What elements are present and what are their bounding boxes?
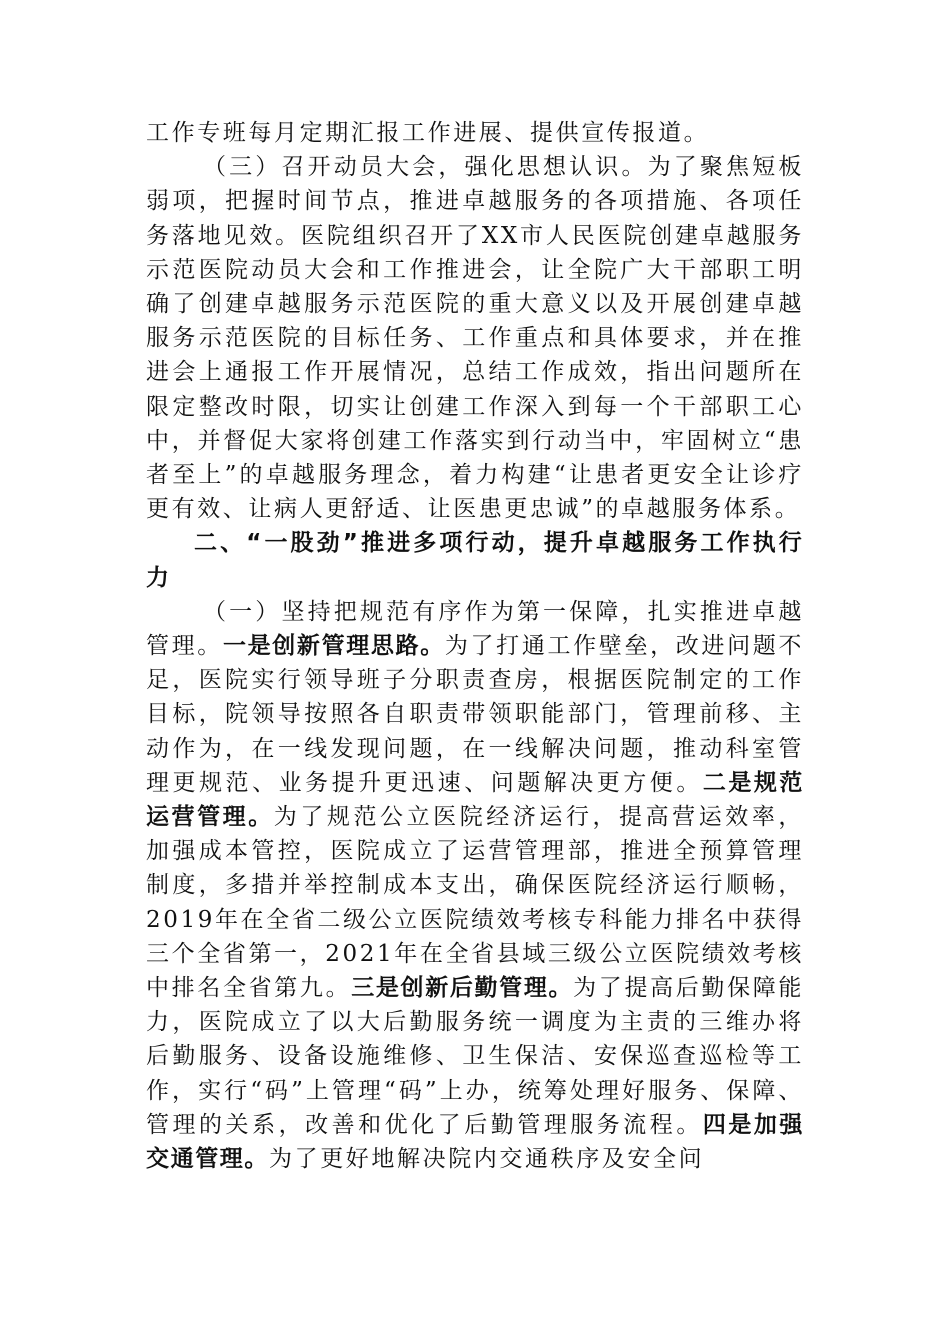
point-three-title: 三是创新后勤管理。 bbox=[351, 975, 574, 1002]
point-three-text: 为了提高后勤保障能力，医院成立了以大后勤服务统一调度为主责的三维办将后勤服务、设备设施维修、卫生保洁、安保巡查巡检等工作，实行“码”上管理“码”上办，统筹处理好服务、保障、管理的关系，改善和优化了后勤管理服务流程。 bbox=[146, 975, 804, 1138]
document-body bbox=[146, 116, 804, 1176]
point-one-text: 为了打通工作壁垒，改进问题不足，医院实行领导班子分职责查房，根据医院制定的工作目标，院领导按照各自职责带领职能部门，管理前移、主动作为，在一线发现问题，在一线解决问题，推动科室管理更规范、业务提升更迅速、问题解决更方便。 bbox=[146, 633, 804, 796]
point-one-title: 一是创新管理思路。 bbox=[222, 633, 445, 660]
paragraph-continuation: 工作专班每月定期汇报工作进展、提供宣传报道。 bbox=[146, 120, 710, 146]
paragraph-management bbox=[146, 595, 804, 1176]
point-four-text: 为了更好地解决院内交通秩序及安全问 bbox=[269, 1146, 705, 1173]
paragraph-mobilization-meeting: （三）召开动员大会，强化思想认识。为了聚焦短板弱项，把握时间节点，推进卓越服务的各项措施、各项任务落地见效。医院组织召开了XX市人民医院创建卓越服务示范医院动员大会和工作推进会，让全院广大干部职工明确了创建卓越服务示范医院的重大意义以及开展创建卓越服务示范医院的目标任务、工作重点和具体要求，并在推进会上通报工作开展情况，总结工作成效，指出问题所在限定整改时限，切实让创建工作深入到每一个干部职工心中，并督促大家将创建工作落实到行动当中，牢固树立“患者至上”的卓越服务理念，着力构建“让患者更安全让诊疗更有效、让病人更舒适、让医患更忠诚”的卓越服务体系。 bbox=[146, 154, 804, 523]
section-heading-two: 二、“一股劲”推进多项行动，提升卓越服务工作执行力 bbox=[146, 530, 804, 591]
subsection-lead: （一）坚持把规范有序作为第一保障，扎实推进卓越管理。 bbox=[146, 598, 804, 660]
point-two-text: 为了规范公立医院经济运行，提高营运效率，加强成本管控，医院成立了运营管理部，推进全预算管理制度，多措并举控制成本支出，确保医院经济运行顺畅，2019年在全省二级公立医院绩效考核专科能力排名中获得三个全省第一，2021年在全省县域三级公立医院绩效考核中排名全省第九。 bbox=[146, 804, 805, 1002]
point-two-title: 二是规范运营管理。 bbox=[146, 769, 804, 831]
point-four-title: 四是加强交通管理。 bbox=[146, 1111, 804, 1173]
